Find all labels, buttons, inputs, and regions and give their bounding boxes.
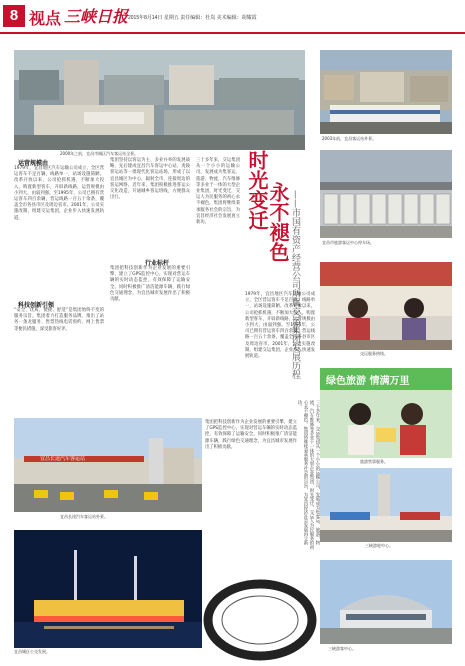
issue-meta: 2015年8月14日 星期五 责任编辑：杜岚 美术编辑：胡耀霞 bbox=[128, 15, 257, 21]
subhead-3: 科技创新引领 bbox=[18, 302, 55, 309]
masthead: 三峡日报 bbox=[64, 9, 129, 26]
green-banner-text: 绿色旅游 情满万里 bbox=[326, 376, 410, 387]
body-col-1b: “安全、优质、便捷、舒适”是集团始终不变的服务宗旨。集团着力打造服务品牌，推出了站务一条龙服务、售票热线电话预约、网上售票等便民措施，深受旅客好评。 bbox=[14, 308, 104, 332]
tire-decoration bbox=[204, 580, 316, 660]
caption-9: 宜昌城区公交发展。 bbox=[14, 649, 50, 654]
body-col-2: 集团坚持以客运为主、多业并举的发展战略，先后建成宜昌汽车客运中心站、夷陵客运站等一批现代化客运站场，形成了以宜昌城区为中心，辐射全市、连接周边的客运网络。近年来，集团积极推进客运公交化改造，开通城乡客运班线，方便群众出行。 bbox=[110, 158, 190, 201]
subhead-1: 运营规模由 bbox=[18, 160, 49, 167]
caption-7: 三峡游轮中心。 bbox=[365, 543, 393, 548]
station-sign: 宜昌长途汽车客运站 bbox=[40, 456, 86, 462]
headline-subtitle: ——市国有资产经营公司所属交运集团发展历程 bbox=[290, 190, 300, 379]
photo-old-station-aerial bbox=[14, 50, 305, 150]
body-col-2b: 集团把科技创新作为企业发展的重要引擎，建立了GPS监控中心，实现对营运车辆的实时动态监控，有效保障了运输安全。同时积极推广清洁能源车辆，践行绿色交通理念，为宜昌城市发展作出了积极贡献。 bbox=[110, 266, 190, 303]
subhead-2: 行业标杆 bbox=[145, 260, 170, 267]
headline-line-1: 时光变迁 bbox=[245, 150, 267, 230]
photo-service-hotline bbox=[320, 262, 452, 350]
caption-6: 宜昌长途汽车客运站外景。 bbox=[60, 514, 108, 519]
caption-3: 宜昌市旅游客运中心停车场。 bbox=[322, 240, 374, 245]
body-col-4: 1979年，宜昌地区汽车运输公司成立，全区营运客车不足百辆，线路单一，站场设施简陋。改革开放以来，公司抢抓机遇，不断加大投入，购置新型客车，开辟新线路，运营规模由小到大，由弱到强。至1995年，公司已拥有营运客车四百余辆，营运线路一百五十余条，覆盖全市各县市区及周边省市。2001年，公司实施改制，组建交运集团，企业步入快速发展轨道。 bbox=[245, 292, 315, 360]
photo-old-bus-station bbox=[320, 50, 452, 134]
photo-bus-parking bbox=[320, 150, 452, 238]
body-col-3: 三十多年来，交运集团从一个小小的运输公司，发展成为集客运、旅游、物流、汽车维修等多业于一体的大型企业集团，时光变迁，交运人为民服务的初心永不褪色。集团将继续秉承服务社会的宗旨，为宜昌经济社会发展再立新功。 bbox=[196, 158, 240, 226]
section-name: 视点 bbox=[29, 11, 62, 28]
caption-1: 2000年之前，宜昌市城区汽车客运站全景。 bbox=[60, 151, 139, 156]
body-col-1: 1979年，宜昌地区汽车运输公司成立，全区营运客车不足百辆，线路单一，站场设施简陋。改革开放以来，公司抢抓机遇，不断加大投入，购置新型客车，开辟新线路，运营规模由小到大，由弱到强。至1995年，公司已拥有营运客车四百余辆，营运线路一百五十余条，覆盖全市各县市区及周边省市。2001年，公司实施改制，组建交运集团，企业步入快速发展轨道。 bbox=[14, 166, 104, 221]
caption-5: 旅游售票服务。 bbox=[360, 459, 388, 464]
page-number: 8 bbox=[3, 5, 25, 27]
photo-night-terminal bbox=[14, 530, 202, 648]
headline-line-2: 永不褪色 bbox=[266, 182, 288, 262]
caption-2: 2003年前，宜昌客运站外景。 bbox=[322, 136, 377, 141]
vertical-body-text: 三十多年来，交运集团从一个小小的运输公司，发展成为集客运、旅游、物流、汽车维修等多业于一体的大型企业集团，时光变迁，交运人为民服务的初心永不褪色。集团将继续秉承服务社会的宗旨，为宜昌经济社会发展再立新功。 bbox=[297, 400, 320, 550]
caption-4: 交运服务热线。 bbox=[360, 351, 388, 356]
caption-10: 三峡游客中心。 bbox=[328, 646, 356, 651]
photo-ticket-service bbox=[320, 368, 452, 458]
page-header bbox=[0, 0, 465, 34]
photo-new-terminal bbox=[320, 560, 452, 644]
body-col-5: 集团把科技创新作为企业发展的重要引擎，建立了GPS监控中心，实现对营运车辆的实时动态监控，有效保障了运输安全。同时积极推广清洁能源车辆，践行绿色交通理念，为宜昌城市发展作出了积极贡献。 bbox=[205, 420, 297, 450]
photo-tower-station bbox=[320, 468, 452, 542]
photo-long-distance-station bbox=[14, 418, 202, 512]
